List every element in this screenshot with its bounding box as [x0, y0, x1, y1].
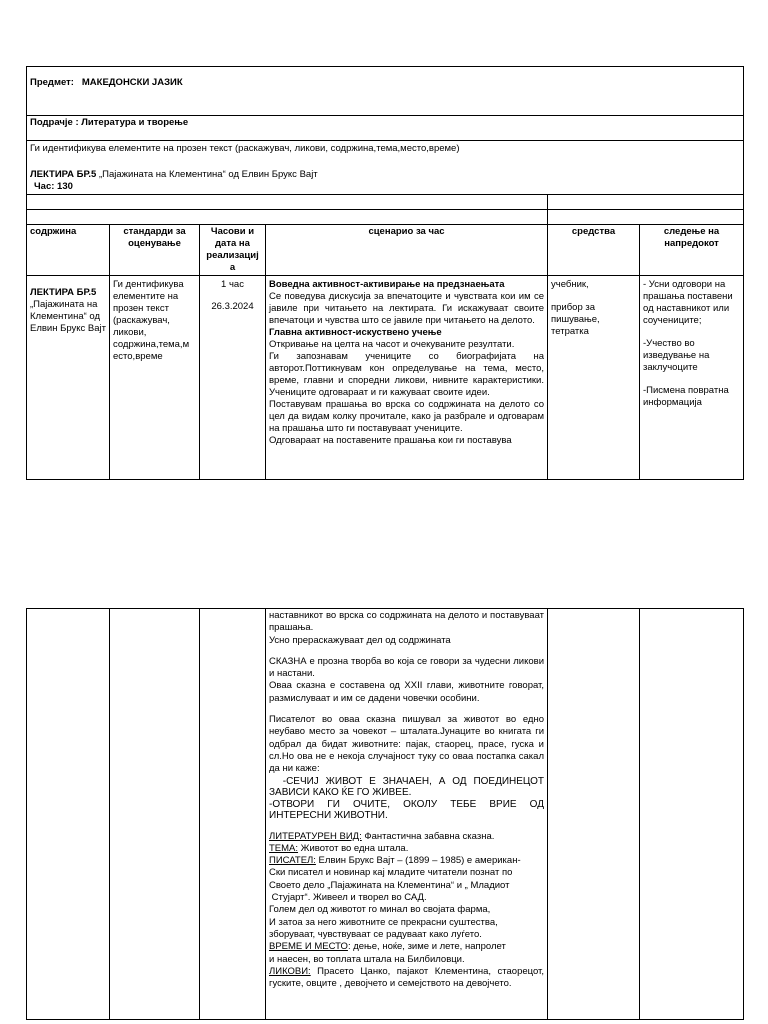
hours-cell [200, 609, 266, 1020]
writer-text: И затоа за него животните се прекрасни суштества, [269, 916, 498, 928]
standards-cell [110, 609, 200, 1020]
characters-label: ЛИКОВИ: [269, 965, 311, 977]
scenario-quote: -ОТВОРИ ГИ ОЧИТЕ, ОКОЛУ ТЕБЕ ВРИЕ ОД ИНТЕРЕСНИ ЖИВОТНИ. [269, 798, 544, 822]
time-place-label: ВРЕМЕ И МЕСТО [269, 941, 348, 953]
lesson-plan-table [26, 66, 744, 480]
goal-cell [27, 141, 744, 195]
standards-cell: Ги дентификува елементите на прозен текст (раскажувач, ликови, содржина,тема,м есто,време [110, 276, 200, 480]
writer-text: Стујарт“. Живеел и творел во САД. [269, 892, 427, 904]
blank-cell [548, 195, 744, 210]
scenario-paragraph: СКАЗНА е прозна творба во која се говори за чудесни ликови и настани. [269, 655, 544, 680]
lektira-title: „Пајажината на Клементина“ од Елвин Брукс Вајт [98, 169, 318, 180]
area-cell: Подрачје : Литература и творење [27, 116, 744, 141]
material-item: прибор за пишување, тетратка [551, 302, 600, 337]
scenario-cell [266, 276, 548, 480]
scenario-quote: -СЕЧИЈ ЖИВОТ Е ЗНАЧАЕН, А ОД ПОЕДИНЕЦОТ ЗАВИСИ КАКО ЌЕ ГО ЖИВЕЕ. [269, 775, 547, 799]
column-header: Часови и дата на реализациј а [200, 225, 266, 276]
lit-kind-value: Фантастична забавна сказна. [361, 830, 495, 842]
lektira-line [30, 169, 740, 181]
scenario-paragraph: Одговараат на поставените прашања кои ги поставува [269, 435, 512, 446]
writer-text: Елвин Брукс Вајт – (1899 – 1985) е американ- [315, 855, 521, 867]
subject-cell [27, 67, 744, 116]
scenario-paragraph: Се поведува дискусија за впечатоците и чувствата кои им се јавиле при читањето на лектирата. Ги искажуваат своите впечатоци и чувства што се јавиле при читањето на делото. [269, 291, 544, 326]
hours-cell [200, 276, 266, 480]
writer-text: зборуваат, чувствуваат се радуваат како луѓето. [269, 928, 482, 940]
theme-label: ТЕМА: [269, 842, 299, 854]
theme-value: Животот во една штала. [298, 842, 409, 854]
progress-item: - Усни одговори на прашања поставени од наставникот или соучениците; [643, 279, 733, 326]
lektira-label: ЛЕКТИРА БР.5 [30, 169, 97, 180]
materials-cell [548, 276, 640, 480]
blank-cell [27, 210, 548, 225]
writer-label: ПИСАТЕЛ: [269, 855, 316, 867]
column-header: средства [548, 225, 640, 276]
hours-value: 1 час [221, 279, 244, 290]
writer-line [269, 855, 544, 867]
content-cell [27, 276, 110, 480]
time-place-line [269, 941, 544, 953]
scenario-cell [266, 609, 548, 1020]
progress-cell [640, 276, 744, 480]
goal-text: Ги идентификува елементите на прозен текст (раскажувач, ликови, содржина,тема,место,време) [30, 143, 460, 154]
writer-text: Голем дел од животот го минал во својата фарма, [269, 904, 491, 916]
time-place-value: : дење, ноќе, зиме и лете, напролет [347, 941, 506, 953]
column-header: следење на напредокот [640, 225, 744, 276]
scenario-paragraph: Ги запознавам учениците со биографијата на авторот.Поттикнувам кон определување на тема, место, време, главни и споредни ликови, нивните карактеристики. Учениците одговараат и ги кажуваат своите идеи. [269, 351, 544, 398]
materials-cell [548, 609, 640, 1020]
scenario-paragraph: Оваа сказна е составена од XXII глави, животните говорат, размислуваат и им се дадени човечки особини. [269, 680, 544, 704]
subject-label: Предмет: [30, 77, 74, 88]
scenario-paragraph: Писателот во оваа сказна пишувал за животот во едно неубаво место за човекот – шталата.Јунаците во книгата ги одбрал да бидат животните: пајак, стаорец, прасе, гуска и сл.Но ова не е некоја случајност туку со оваа постапка сакал да ни каже: [269, 714, 544, 775]
content-label: ЛЕКТИРА БР.5 [30, 287, 97, 298]
progress-cell [640, 609, 744, 1020]
scenario-heading: Воведна активност-активирање на предзнаењата [269, 279, 505, 290]
characters-line [269, 966, 544, 991]
lit-kind-label: ЛИТЕРАТУРЕН ВИД: [269, 830, 362, 842]
scenario-paragraph: Откривање на целта на часот и очекуваните резултати. [269, 339, 515, 350]
scenario-paragraph: Поставувам прашања во врска со содржината на делото со цел да видам колку прочитале, како ја разбрале и одговарам на прашања што ги поставуваат учениците. [269, 399, 544, 434]
lesson-plan-continuation-table [26, 608, 744, 1020]
characters-value: Прасето Цанко, пајакот Клементина, стаорецот, гуските, овците , девојчето и семејството на девојчето. [269, 965, 544, 990]
scenario-paragraph: Усно прераскажуваат дел од содржината [269, 634, 451, 646]
time-place-text: и наесен, во топлата штала на Билбиловци. [269, 953, 465, 965]
date-value: 26.3.2024 [211, 301, 254, 312]
writer-text: Ски писател и новинар кај младите читатели познат по [269, 867, 513, 879]
lit-kind-line [269, 831, 544, 843]
content-text: „Пајажината на Клементина“ од Елвин Брукс Вајт [30, 299, 107, 334]
scenario-heading: Главна активност-искуствено учење [269, 327, 442, 338]
column-header: сценарио за час [266, 225, 548, 276]
content-cell [27, 609, 110, 1020]
progress-item: -Учество во изведување на заклучоците [643, 338, 710, 373]
hour-label: Час: 130 [34, 181, 73, 192]
theme-line [269, 843, 544, 855]
scenario-paragraph: наставникот во врска со содржината на делото и поставуваат прашања. [269, 610, 544, 634]
material-item: учебник, [551, 279, 589, 290]
column-header: стандарди за оценување [110, 225, 200, 276]
blank-cell [27, 195, 548, 210]
blank-cell [548, 210, 744, 225]
column-header: содржина [27, 225, 110, 276]
writer-text: Своето дело „Пајажината на Клементина“ и „ Младиот [269, 879, 510, 891]
subject-value: МАКЕДОНСКИ ЈАЗИК [81, 77, 183, 88]
progress-item: -Писмена повратна информација [643, 385, 729, 408]
